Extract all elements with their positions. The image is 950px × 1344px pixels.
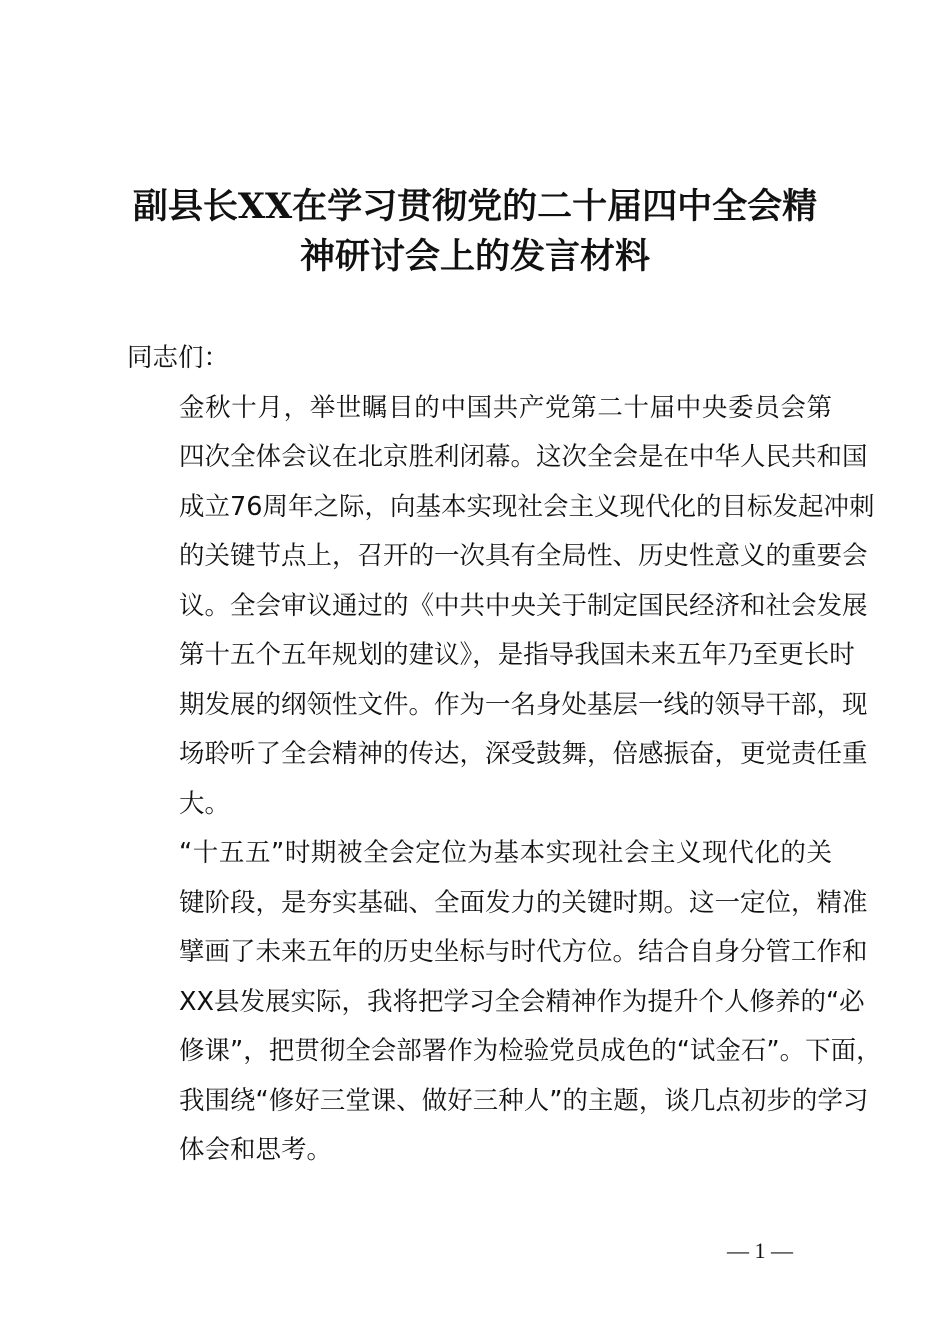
paragraph-line: 擘画了未来五年的历史坐标与时代方位。结合自身分管工作和 <box>179 937 868 967</box>
paragraph-1 <box>127 384 875 830</box>
paragraph-line: 四次全体会议在北京胜利闭幕。这次全会是在中华人民共和国 <box>179 442 868 472</box>
paragraph-line: 场聆听了全会精神的传达，深受鼓舞，倍感振奋，更觉责任重 <box>179 739 868 769</box>
salutation: 同志们： <box>127 343 230 373</box>
paragraph-line: 修课”，把贯彻全会部署作为检验党员成色的“试金石”。下面， <box>179 1036 882 1066</box>
paragraph-line: 议。全会审议通过的《中共中央关于制定国民经济和社会发展 <box>179 590 868 621</box>
paragraph-line: 期发展的纲领性文件。作为一名身处基层一线的领导干部，现 <box>179 689 868 720</box>
paragraph-line: 键阶段，是夯实基础、全面发力的关键时期。这一定位，精准 <box>179 887 868 918</box>
document-body <box>127 334 882 1176</box>
paragraph-line: 我围绕“修好三堂课、做好三种人”的主题，谈几点初步的学习 <box>179 1085 869 1116</box>
paragraph-line: XX县发展实际，我将把学习全会精神作为提升个人修养的“必 <box>179 986 865 1017</box>
paragraph-line: 体会和思考。 <box>179 1135 333 1165</box>
paragraph-line: 成立76周年之际，向基本实现社会主义现代化的目标发起冲刺 <box>179 491 875 522</box>
paragraph-line: 的关键节点上，召开的一次具有全局性、历史性意义的重要会 <box>179 541 868 571</box>
paragraph-line: 第十五个五年规划的建议》，是指导我国未来五年乃至更长时 <box>179 640 855 670</box>
title-line-1: 副县长XX在学习贯彻党的二十届四中全会精 <box>132 186 818 227</box>
paragraph-line: 金秋十月，举世瞩目的中国共产党第二十届中央委员会第 <box>179 392 832 423</box>
paragraph-2 <box>127 829 882 1176</box>
title-line-2: 神研讨会上的发言材料 <box>299 236 650 277</box>
page-number: — 1 — <box>727 1238 793 1263</box>
paragraph-line: “十五五”时期被全会定位为基本实现社会主义现代化的关 <box>179 838 832 868</box>
document-title <box>120 182 830 282</box>
paragraph-line: 大。 <box>179 788 231 819</box>
